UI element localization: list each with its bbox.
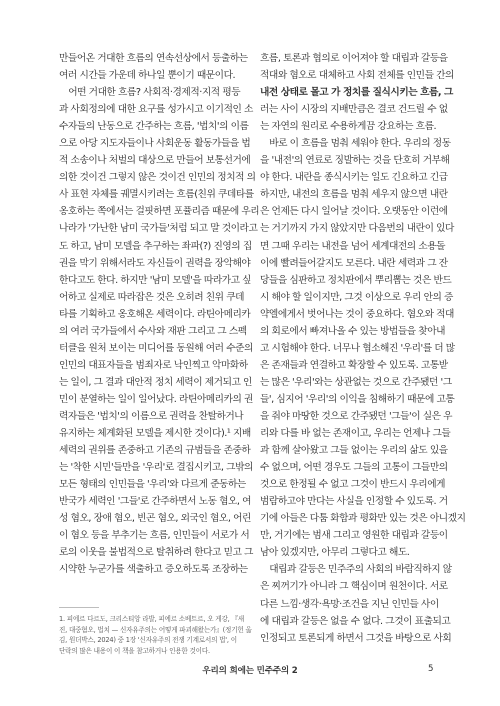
body-line: 다른 느낌·생각·욕망·조건을 지닌 인민들 사이 <box>260 598 439 610</box>
body-line: 이 혐오 등을 부추기는 흐름, 인민들이 서로가 서 <box>59 530 250 542</box>
body-line: 은 존재들과 연결하고 확장할 수 있도록. 고통받 <box>260 359 448 371</box>
body-line: 모든 형태의 인민들을 '우리'와 다르게 준동하는 <box>59 479 246 491</box>
body-line: 타를 기획하고 옹호해온 세력이다. 라틴아메리카 <box>59 308 251 320</box>
footnote <box>59 614 259 657</box>
body-line: 유지하는 체계화된 모델을 제시한 것이다).¹ 지배 <box>59 428 251 440</box>
body-line: 을 '내전'의 연료로 징발하는 것을 단호히 거부해 <box>260 155 450 167</box>
page-number: 5 <box>428 664 434 674</box>
body-line: 과 함께 살아왔고 그들 없이는 우리의 삶도 있을 <box>260 445 448 457</box>
body-line: 러는 사이 시장의 지배만큼은 결코 건드릴 수 없 <box>260 104 448 116</box>
footnote-line: 김, 원더박스, 2024) 중 1장 '신자유주의 전쟁 기계로서의 법', 이 <box>59 636 237 645</box>
body-line: 터클을 원처 보이는 미디어를 동원해 여러 수준의 <box>59 342 253 354</box>
body-line: 대립과 갈등은 민주주의 사회의 바람직하지 않 <box>260 564 452 576</box>
body-line: 과 사회정의에 대한 요구를 성가시고 이기적인 소 <box>59 104 253 116</box>
body-line: 범람하고야 만다는 사실을 인정할 수 있도록. 거 <box>260 496 448 508</box>
body-line: 흐름, 토론과 협의로 이어져야 할 대립과 갈등을 <box>260 53 448 64</box>
body-line: 약엘에게서 벗어나는 것이 중요하다. 혐오와 적대 <box>260 308 454 320</box>
body-line: 세력의 권위를 존중하고 기존의 규범들을 존중하 <box>59 445 251 457</box>
body-line: 는 많은 '우리'와는 상관없는 것으로 간주됐던 '그 <box>260 376 452 388</box>
body-line: 을 줘야 마땅한 것으로 간주됐던 '그들'이 실은 우 <box>260 410 453 422</box>
body-line: 이에 빨려들어갈지도 모른다. 내란 세력과 그 잔 <box>260 257 448 269</box>
body-line: 면 그때 우리는 내전을 넘어 세계대전의 소용돌 <box>260 240 446 252</box>
body-line: 는 일이, 그 결과 대안적 정치 세력이 제거되고 인 <box>59 376 252 388</box>
body-line: 은 언제든 다시 일어날 것이다. 오랫동안 이런에 <box>260 206 448 218</box>
body-line: 것으로 한정될 수 없고 그것이 반드시 우리에게 <box>260 479 446 491</box>
body-line: 는 '착한 시민'들만을 '우리'로 결집시키고, 그밖의 <box>59 462 253 474</box>
body-line: 어떤 거대한 흐름? 사회적·경제적·지적 평등 <box>59 87 241 99</box>
body-line: 옹호하는 쪽에서는 걸핏하면 포퓰리즘 때문에 우리 <box>59 206 260 218</box>
body-line: 고 시험해야 한다. 너무나 협소해진 '우리'를 더 많 <box>260 342 455 354</box>
body-line: 의 회로에서 빠져나올 수 있는 방법들을 찾아내 <box>260 325 446 337</box>
body-line: 의한 것이건 그렇지 않은 것이건 인민의 정치적 의 <box>59 172 256 184</box>
body-line: 은 찌꺼기가 아니라 그 핵심이며 원천이다. 서로 <box>260 581 448 593</box>
running-title: 우리의 희에는 민주주의 2 <box>202 666 298 676</box>
body-line: 적대와 혐오로 대체하고 사회 전체를 인민들 간의 <box>260 70 454 82</box>
body-line: 수 없으며, 어떤 경우도 그들의 고통이 그들만의 <box>260 462 448 474</box>
body-line: 야 한다. 내란을 종식시키는 일도 긴요하고 긴급 <box>260 172 448 184</box>
body-line: 만, 거기에는 범새 그리고 영원한 대립과 갈등이 <box>260 530 448 542</box>
body-line: 에 대립과 갈등은 없을 수 없다. 그것이 표출되고 <box>260 615 451 627</box>
body-line: 의 여러 국가들에서 수사와 재판 그리고 그 스펙 <box>59 325 247 337</box>
body-line: 으로 아당 지도자들이나 사회운동 활동가들을 법 <box>59 138 251 150</box>
body-line: 당들을 심판하고 정치판에서 뿌리뽑는 것은 반드 <box>260 274 452 286</box>
body-line: 만들어온 거대한 흐름의 연속선상에서 등출하는 <box>59 53 248 64</box>
footnote-divider <box>59 607 99 608</box>
body-line: 바로 이 흐름을 멈춰 세워야 한다. 우리의 정동 <box>260 138 451 150</box>
body-line: 여러 시간들 가운데 하나일 뿐이기 때문이다. <box>59 70 236 82</box>
body-line: 시 해야 할 일이지만, 그것 이상으로 우리 안의 증 <box>260 291 453 303</box>
body-line: 한다고도 한다. 하지만 '남미 모델'을 따라가고 싶 <box>59 274 252 286</box>
footnote-line: 단락의 많은 내용이 이 책을 참고하거나 인용한 것이다. <box>59 647 210 656</box>
body-line: 반국가 세력인 '그들'로 간주하면서 노동 혐오, 여 <box>59 496 252 508</box>
body-line: 수자들의 난동으로 간주하는 흐름, '법치'의 이름 <box>59 121 249 133</box>
body-line: 사 표현 자체를 궤멸시키려는 흐름(친위 쿠데타를 <box>59 189 254 201</box>
body-line: 리와 다를 바 없는 존재이고, 우리는 언제나 그들 <box>260 428 451 440</box>
body-line: 남아 있겠지만, 아무리 그렇다고 해도. <box>260 547 410 559</box>
body-line: 는 자연의 원리로 수용하게끔 강요하는 흐름. <box>260 121 437 133</box>
body-line: 내전 상태로 몰고 가 정치를 질식시키는 흐름, 그 <box>260 87 453 99</box>
body-line: 도 하고, 남미 모델을 추구하는 좌파(?) 진영의 집 <box>59 240 252 252</box>
body-line: 들', 심지어 '우리'의 이익을 침해하기 때문에 고통 <box>260 393 455 405</box>
footnote-line: 1. 피에르 다르도, 크리스티앙 라발, 피에르 소베트르, 오 게강, 『새 <box>59 615 245 623</box>
body-line: 력자들은 '법치'의 이름으로 권력을 찬탈하거나 <box>59 410 244 422</box>
body-line: 기에 아들은 다툼 화합과 평화만 있는 것은 아니겠지 <box>260 513 466 525</box>
right-text-column <box>260 50 466 647</box>
body-line: 민이 분열하는 일이 일어났다. 라틴아메리카의 권 <box>59 393 253 405</box>
body-line: 는 거기까지 가지 않았지만 다음번의 내란이 있다 <box>260 223 454 235</box>
body-line: 하지만, 내전의 흐름을 멈춰 세우지 않으면 내란 <box>260 189 448 201</box>
body-line: 권을 막기 위해서라도 자신들이 권력을 장악해야 <box>59 257 251 269</box>
body-line: 인민의 대표자들을 범죄자로 낙인찍고 악마화하 <box>59 359 248 371</box>
body-line: 인정되고 토론되게 하면서 그것을 바탕으로 사회 <box>260 632 452 644</box>
body-line: 어하고 실제로 따라잡은 것은 오히려 친위 쿠데 <box>59 291 245 303</box>
body-line: 로의 이웃을 불법적으로 탈취하려 한다고 믿고 그 <box>59 547 253 559</box>
body-line: 시약한 누군가를 색출하고 증오하도록 조장하는 <box>59 564 248 576</box>
body-line: 적 소송이나 처벌의 대상으로 만들어 보통선거에 <box>59 155 251 167</box>
footnote-line: 진, 대중혐오, 법치 — 신자유주의는 어떻게 파괴해왔는가』(정기헌 옮 <box>59 625 252 634</box>
left-text-column <box>59 50 260 578</box>
body-line: 나라가 '가난한 남미 국가들'처럼 되고 말 것이라고 <box>59 223 258 235</box>
body-line: 성 혐오, 장애 혐오, 빈곤 혐오, 외국인 혐오, 어린 <box>59 513 251 525</box>
